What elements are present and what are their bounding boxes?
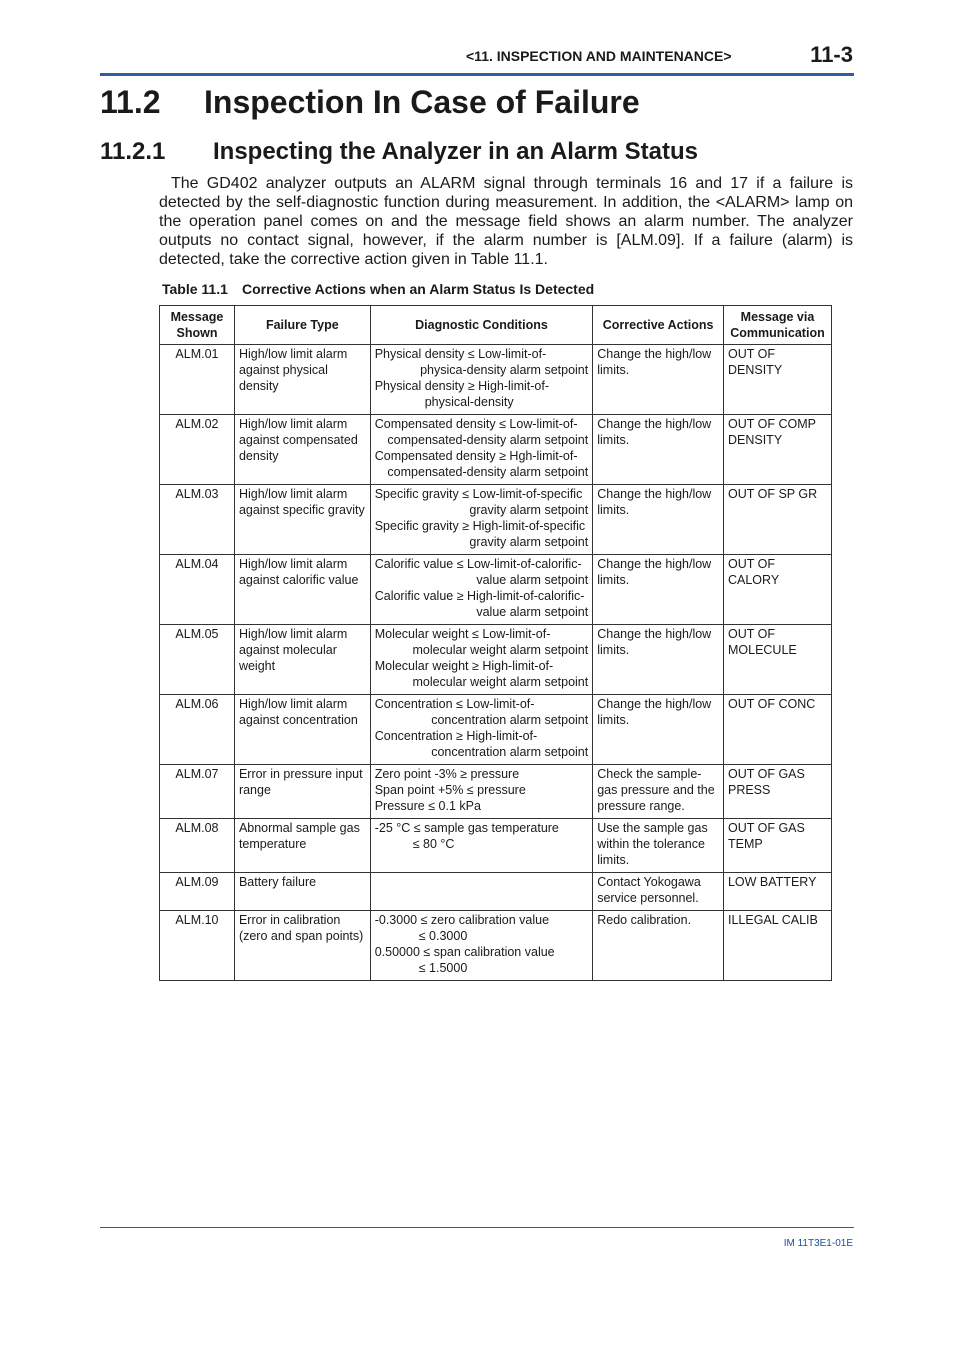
cell-conditions bbox=[370, 415, 593, 485]
cell-conditions bbox=[370, 345, 593, 415]
cell-communication: OUT OF DENSITY bbox=[723, 345, 831, 415]
cell-failure-type: High/low limit alarm against specific gravity bbox=[234, 485, 370, 555]
page-number: 11-3 bbox=[810, 42, 853, 67]
cell-message: ALM.09 bbox=[160, 873, 235, 911]
cell-action: Change the high/low limits. bbox=[593, 345, 724, 415]
condition-line: molecular weight alarm setpoint bbox=[412, 675, 589, 689]
condition-line: Specific gravity ≥ High-limit-of-specific bbox=[374, 519, 586, 533]
cell-action: Change the high/low limits. bbox=[593, 555, 724, 625]
table-row bbox=[160, 415, 832, 485]
cell-conditions bbox=[370, 765, 593, 819]
condition-line: Span point +5% ≤ pressure bbox=[374, 783, 526, 797]
cell-conditions bbox=[370, 555, 593, 625]
condition-line: ≤ 80 °C bbox=[412, 837, 455, 851]
header-diagnostic-conditions: Diagnostic Conditions bbox=[370, 306, 593, 345]
cell-communication: OUT OF SP GR bbox=[723, 485, 831, 555]
condition-line: concentration alarm setpoint bbox=[431, 745, 589, 759]
table-row bbox=[160, 819, 832, 873]
cell-message: ALM.04 bbox=[160, 555, 235, 625]
cell-failure-type: Error in calibration (zero and span points) bbox=[234, 911, 370, 981]
condition-line: Calorific value ≤ Low-limit-of-calorific- bbox=[374, 557, 582, 571]
condition-line: physica-density alarm setpoint bbox=[420, 363, 589, 377]
cell-failure-type: Battery failure bbox=[234, 873, 370, 911]
condition-line: Physical density ≤ Low-limit-of- bbox=[374, 347, 547, 361]
cell-failure-type: Abnormal sample gas temperature bbox=[234, 819, 370, 873]
cell-action: Change the high/low limits. bbox=[593, 415, 724, 485]
condition-line: value alarm setpoint bbox=[476, 573, 589, 587]
intro-paragraph bbox=[159, 174, 853, 269]
cell-conditions bbox=[370, 695, 593, 765]
cell-message: ALM.03 bbox=[160, 485, 235, 555]
cell-communication: OUT OF GAS TEMP bbox=[723, 819, 831, 873]
condition-line: Molecular weight ≥ High-limit-of- bbox=[374, 659, 554, 673]
header-message-shown: Message Shown bbox=[160, 306, 235, 345]
cell-failure-type: Error in pressure input range bbox=[234, 765, 370, 819]
subsection-number: 11.2.1 bbox=[100, 138, 166, 165]
cell-message: ALM.01 bbox=[160, 345, 235, 415]
cell-communication: OUT OF GAS PRESS bbox=[723, 765, 831, 819]
condition-line: Zero point -3% ≥ pressure bbox=[374, 767, 520, 781]
cell-communication: OUT OF CALORY bbox=[723, 555, 831, 625]
condition-line: concentration alarm setpoint bbox=[431, 713, 589, 727]
table-row bbox=[160, 625, 832, 695]
intro-text: The GD402 analyzer outputs an ALARM signal through terminals 16 and 17 if a failure is detected by the self-diagnostic function during measurement. In addition, the <ALARM> lamp on the operation panel comes on and the message field shows an alarm number. The analyzer outputs no contact signal, however, if the alarm number is [ALM.09]. If a failure (alarm) is detected, take the corrective action given in Table 11.1. bbox=[159, 175, 853, 268]
condition-line: -0.3000 ≤ zero calibration value bbox=[374, 913, 550, 927]
document-id: IM 11T3E1-01E bbox=[783, 1238, 853, 1249]
table-row bbox=[160, 555, 832, 625]
cell-action: Change the high/low limits. bbox=[593, 625, 724, 695]
condition-line: molecular weight alarm setpoint bbox=[412, 643, 589, 657]
condition-line: ≤ 0.3000 bbox=[418, 929, 468, 943]
cell-message: ALM.06 bbox=[160, 695, 235, 765]
table-row bbox=[160, 873, 832, 911]
cell-communication: OUT OF COMP DENSITY bbox=[723, 415, 831, 485]
table-number: Table 11.1 bbox=[162, 281, 228, 297]
table-caption bbox=[162, 281, 594, 297]
cell-action: Redo calibration. bbox=[593, 911, 724, 981]
condition-line: -25 °C ≤ sample gas temperature bbox=[374, 821, 559, 835]
table-row bbox=[160, 765, 832, 819]
condition-line: physical-density bbox=[424, 395, 514, 409]
cell-conditions bbox=[370, 819, 593, 873]
section-number: 11.2 bbox=[100, 84, 161, 120]
chapter-label: <11. INSPECTION AND MAINTENANCE> bbox=[466, 48, 732, 64]
table-row bbox=[160, 485, 832, 555]
header-message-communication: Message via Communication bbox=[723, 306, 831, 345]
header-divider bbox=[100, 73, 854, 76]
cell-communication: OUT OF MOLECULE bbox=[723, 625, 831, 695]
table-title: Corrective Actions when an Alarm Status Is Detected bbox=[242, 281, 595, 297]
table-row bbox=[160, 911, 832, 981]
cell-failure-type: High/low limit alarm against physical density bbox=[234, 345, 370, 415]
table-row bbox=[160, 695, 832, 765]
cell-action: Use the sample gas within the tolerance limits. bbox=[593, 819, 724, 873]
cell-communication: LOW BATTERY bbox=[723, 873, 831, 911]
condition-line: Molecular weight ≤ Low-limit-of- bbox=[374, 627, 551, 641]
condition-line: Concentration ≤ Low-limit-of- bbox=[374, 697, 535, 711]
cell-message: ALM.05 bbox=[160, 625, 235, 695]
condition-line: 0.50000 ≤ span calibration value bbox=[374, 945, 555, 959]
cell-conditions bbox=[370, 911, 593, 981]
condition-line: Specific gravity ≤ Low-limit-of-specific bbox=[374, 487, 583, 501]
section-title bbox=[100, 84, 640, 121]
condition-line: compensated-density alarm setpoint bbox=[387, 465, 589, 479]
cell-action: Contact Yokogawa service personnel. bbox=[593, 873, 724, 911]
table-row bbox=[160, 345, 832, 415]
alarm-table bbox=[159, 305, 832, 981]
condition-line: gravity alarm setpoint bbox=[469, 503, 589, 517]
cell-message: ALM.08 bbox=[160, 819, 235, 873]
header-corrective-actions: Corrective Actions bbox=[593, 306, 724, 345]
condition-line: ≤ 1.5000 bbox=[418, 961, 468, 975]
section-title-text: Inspection In Case of Failure bbox=[204, 84, 640, 120]
cell-message: ALM.07 bbox=[160, 765, 235, 819]
cell-conditions bbox=[370, 873, 593, 911]
cell-failure-type: High/low limit alarm against molecular weight bbox=[234, 625, 370, 695]
condition-line: Compensated density ≤ Low-limit-of- bbox=[374, 417, 578, 431]
cell-failure-type: High/low limit alarm against compensated density bbox=[234, 415, 370, 485]
subsection-title-text: Inspecting the Analyzer in an Alarm Status bbox=[213, 138, 698, 165]
subsection-title bbox=[100, 138, 698, 166]
cell-failure-type: High/low limit alarm against calorific value bbox=[234, 555, 370, 625]
condition-line: Physical density ≥ High-limit-of- bbox=[374, 379, 549, 393]
condition-line: Compensated density ≥ Hgh-limit-of- bbox=[374, 449, 578, 463]
cell-communication: OUT OF CONC bbox=[723, 695, 831, 765]
condition-line: value alarm setpoint bbox=[476, 605, 589, 619]
condition-line: Concentration ≥ High-limit-of- bbox=[374, 729, 538, 743]
condition-line: compensated-density alarm setpoint bbox=[387, 433, 589, 447]
cell-failure-type: High/low limit alarm against concentration bbox=[234, 695, 370, 765]
cell-action: Check the sample-gas pressure and the pressure range. bbox=[593, 765, 724, 819]
cell-action: Change the high/low limits. bbox=[593, 695, 724, 765]
cell-message: ALM.10 bbox=[160, 911, 235, 981]
table-header-row bbox=[160, 306, 832, 345]
condition-line: gravity alarm setpoint bbox=[469, 535, 589, 549]
cell-conditions bbox=[370, 485, 593, 555]
cell-message: ALM.02 bbox=[160, 415, 235, 485]
footer-divider bbox=[100, 1227, 854, 1228]
header-failure-type: Failure Type bbox=[234, 306, 370, 345]
cell-conditions bbox=[370, 625, 593, 695]
condition-line: Calorific value ≥ High-limit-of-calorific- bbox=[374, 589, 585, 603]
cell-communication: ILLEGAL CALIB bbox=[723, 911, 831, 981]
condition-line: Pressure ≤ 0.1 kPa bbox=[374, 799, 481, 813]
cell-action: Change the high/low limits. bbox=[593, 485, 724, 555]
